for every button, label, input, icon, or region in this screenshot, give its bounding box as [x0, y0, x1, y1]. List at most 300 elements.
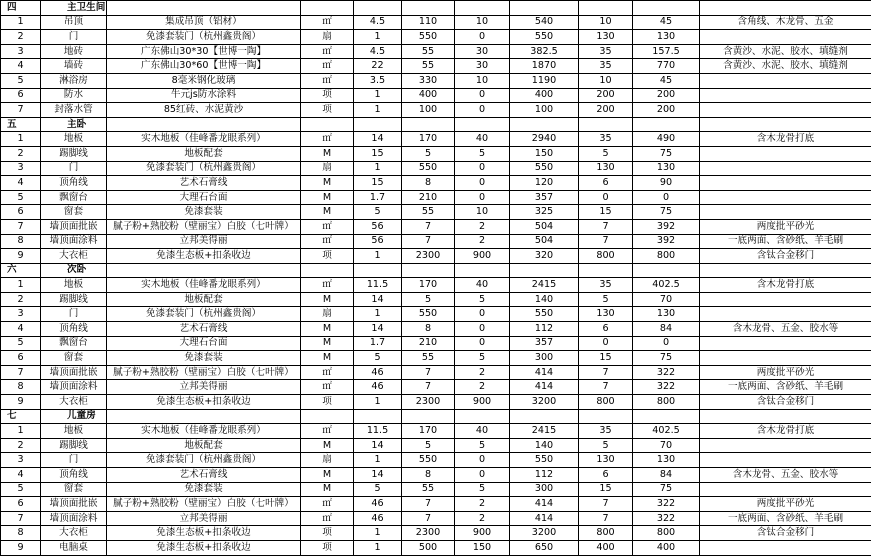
- table-cell: 免漆生态板+扣条收边: [107, 540, 301, 555]
- table-row: [1, 365, 871, 380]
- table-cell: ㎡: [301, 278, 354, 293]
- table-cell: 两度批平砂光: [700, 365, 871, 380]
- table-cell: [700, 73, 871, 88]
- table-cell: 11.5: [354, 278, 402, 293]
- table-cell: 墙顶面涂料: [41, 380, 107, 395]
- table-cell: 7: [402, 511, 455, 526]
- table-cell: 5: [354, 205, 402, 220]
- empty-cell: [700, 409, 871, 424]
- table-cell: 5: [455, 292, 510, 307]
- empty-cell: [402, 409, 455, 424]
- table-cell: 322: [633, 511, 700, 526]
- table-cell: M: [301, 205, 354, 220]
- empty-cell: [107, 409, 301, 424]
- table-cell: 门: [41, 30, 107, 45]
- table-cell: 392: [633, 234, 700, 249]
- empty-cell: [700, 263, 871, 278]
- table-cell: 650: [510, 540, 579, 555]
- table-cell: 墙顶面涂料: [41, 511, 107, 526]
- table-cell: 10: [579, 15, 633, 30]
- table-cell: 免漆套装门（杭州鑫贵阁）: [107, 453, 301, 468]
- table-cell: 地板: [41, 424, 107, 439]
- table-cell: 墙顶面批嵌: [41, 219, 107, 234]
- table-cell: 800: [579, 395, 633, 410]
- table-cell: 窗套: [41, 205, 107, 220]
- table-cell: 130: [579, 307, 633, 322]
- table-cell: 5: [579, 292, 633, 307]
- table-cell: 7: [402, 380, 455, 395]
- table-cell: 艺术石膏线: [107, 176, 301, 191]
- table-cell: 项: [301, 249, 354, 264]
- table-cell: 150: [455, 540, 510, 555]
- table-cell: 8: [1, 234, 41, 249]
- table-cell: 5: [455, 146, 510, 161]
- table-cell: ㎡: [301, 424, 354, 439]
- table-cell: 400: [402, 88, 455, 103]
- table-cell: 免漆套装门（杭州鑫贵阁）: [107, 307, 301, 322]
- section-title: 主卫生间: [41, 1, 107, 16]
- table-cell: 项: [301, 103, 354, 118]
- table-cell: 300: [510, 351, 579, 366]
- table-cell: 414: [510, 497, 579, 512]
- table-cell: 8: [402, 322, 455, 337]
- table-cell: 2: [455, 497, 510, 512]
- table-cell: 5: [402, 438, 455, 453]
- table-cell: 9: [1, 249, 41, 264]
- empty-cell: [455, 117, 510, 132]
- table-cell: 2415: [510, 278, 579, 293]
- table-cell: 广东佛山30*60【世博一陶】: [107, 59, 301, 74]
- table-row: [1, 73, 871, 88]
- table-cell: 2: [1, 438, 41, 453]
- table-cell: 130: [579, 161, 633, 176]
- table-cell: 1: [1, 278, 41, 293]
- table-cell: 550: [402, 307, 455, 322]
- table-cell: 550: [510, 30, 579, 45]
- table-cell: 200: [633, 103, 700, 118]
- table-cell: 170: [402, 278, 455, 293]
- table-cell: 0: [455, 336, 510, 351]
- table-cell: 0: [633, 190, 700, 205]
- table-row: [1, 468, 871, 483]
- table-cell: 1: [354, 161, 402, 176]
- table-cell: 490: [633, 132, 700, 147]
- empty-cell: [455, 409, 510, 424]
- table-cell: 0: [633, 336, 700, 351]
- table-row: [1, 176, 871, 191]
- table-cell: 75: [633, 146, 700, 161]
- table-cell: ㎡: [301, 59, 354, 74]
- table-cell: 1.7: [354, 190, 402, 205]
- table-cell: 75: [633, 482, 700, 497]
- table-cell: 顶角线: [41, 176, 107, 191]
- table-cell: 0: [455, 322, 510, 337]
- table-cell: 110: [402, 15, 455, 30]
- table-cell: 5: [1, 482, 41, 497]
- table-cell: 0: [579, 336, 633, 351]
- empty-cell: [579, 117, 633, 132]
- empty-cell: [301, 263, 354, 278]
- table-cell: 157.5: [633, 44, 700, 59]
- table-row: [1, 205, 871, 220]
- table-cell: 含钛合金移门: [700, 249, 871, 264]
- table-cell: 0: [455, 88, 510, 103]
- table-cell: 900: [455, 395, 510, 410]
- table-cell: 1: [354, 30, 402, 45]
- table-cell: 70: [633, 292, 700, 307]
- table-cell: 1: [1, 15, 41, 30]
- table-cell: 1: [354, 249, 402, 264]
- table-cell: 35: [579, 59, 633, 74]
- table-cell: 0: [455, 190, 510, 205]
- table-cell: 窗套: [41, 482, 107, 497]
- table-cell: 5: [455, 351, 510, 366]
- table-cell: 1: [354, 307, 402, 322]
- table-cell: 扇: [301, 30, 354, 45]
- table-cell: [700, 161, 871, 176]
- table-cell: [700, 438, 871, 453]
- table-cell: 22: [354, 59, 402, 74]
- table-cell: 140: [510, 438, 579, 453]
- table-cell: 40: [455, 132, 510, 147]
- table-cell: M: [301, 438, 354, 453]
- table-cell: [700, 307, 871, 322]
- table-cell: 3: [1, 44, 41, 59]
- table-cell: 一底两面、含砂纸、羊毛刷: [700, 380, 871, 395]
- table-cell: 墙砖: [41, 59, 107, 74]
- table-cell: 艺术石膏线: [107, 322, 301, 337]
- table-cell: ㎡: [301, 15, 354, 30]
- table-cell: 0: [455, 161, 510, 176]
- table-cell: 8: [402, 176, 455, 191]
- table-cell: 35: [579, 44, 633, 59]
- table-cell: 6: [1, 88, 41, 103]
- table-cell: 400: [510, 88, 579, 103]
- table-cell: 大衣柜: [41, 526, 107, 541]
- table-cell: 顶角线: [41, 468, 107, 483]
- table-cell: 504: [510, 234, 579, 249]
- table-cell: 100: [402, 103, 455, 118]
- table-cell: 6: [579, 176, 633, 191]
- table-cell: 200: [579, 103, 633, 118]
- table-cell: 112: [510, 468, 579, 483]
- table-cell: 大理石台面: [107, 190, 301, 205]
- table-cell: 85红砖、水泥黄沙: [107, 103, 301, 118]
- table-cell: 40: [455, 278, 510, 293]
- table-cell: 扇: [301, 161, 354, 176]
- table-cell: 踢脚线: [41, 438, 107, 453]
- table-cell: 15: [579, 482, 633, 497]
- empty-cell: [107, 1, 301, 16]
- table-cell: 扇: [301, 453, 354, 468]
- table-cell: 210: [402, 190, 455, 205]
- table-cell: 130: [579, 30, 633, 45]
- table-cell: 30: [455, 44, 510, 59]
- table-cell: 35: [579, 132, 633, 147]
- empty-cell: [510, 409, 579, 424]
- table-row: [1, 249, 871, 264]
- table-cell: 35: [579, 424, 633, 439]
- table-cell: [700, 540, 871, 555]
- table-cell: M: [301, 292, 354, 307]
- table-cell: 立邦美得丽: [107, 380, 301, 395]
- table-cell: 1: [354, 88, 402, 103]
- table-cell: 800: [633, 395, 700, 410]
- table-cell: M: [301, 468, 354, 483]
- table-cell: 75: [633, 205, 700, 220]
- table-cell: 200: [633, 88, 700, 103]
- table-row: [1, 322, 871, 337]
- table-cell: 两度批平砂光: [700, 497, 871, 512]
- section-header: [1, 263, 871, 278]
- table-cell: 2: [455, 219, 510, 234]
- table-cell: 900: [455, 249, 510, 264]
- table-cell: 140: [510, 292, 579, 307]
- table-cell: 90: [633, 176, 700, 191]
- table-cell: 800: [633, 526, 700, 541]
- table-cell: 4: [1, 176, 41, 191]
- table-cell: 1: [354, 103, 402, 118]
- table-row: [1, 424, 871, 439]
- table-cell: 540: [510, 15, 579, 30]
- table-cell: 330: [402, 73, 455, 88]
- table-cell: 2: [1, 30, 41, 45]
- table-cell: 地板配套: [107, 438, 301, 453]
- table-cell: 项: [301, 540, 354, 555]
- table-cell: [700, 146, 871, 161]
- table-row: [1, 44, 871, 59]
- table-cell: 15: [579, 205, 633, 220]
- table-row: [1, 540, 871, 555]
- table-cell: 5: [402, 292, 455, 307]
- table-cell: 56: [354, 234, 402, 249]
- section-header: [1, 409, 871, 424]
- table-row: [1, 395, 871, 410]
- table-cell: 5: [1, 190, 41, 205]
- section-number: 七: [1, 409, 41, 424]
- table-cell: 5: [1, 336, 41, 351]
- table-cell: 4.5: [354, 15, 402, 30]
- table-cell: 170: [402, 424, 455, 439]
- empty-cell: [354, 1, 402, 16]
- table-cell: ㎡: [301, 219, 354, 234]
- table-cell: 357: [510, 336, 579, 351]
- table-cell: 7: [579, 234, 633, 249]
- table-cell: 1: [354, 395, 402, 410]
- table-cell: 墙顶面涂料: [41, 234, 107, 249]
- table-cell: 0: [455, 30, 510, 45]
- table-cell: 46: [354, 380, 402, 395]
- table-row: [1, 146, 871, 161]
- empty-cell: [354, 117, 402, 132]
- table-cell: 150: [510, 146, 579, 161]
- table-cell: [700, 351, 871, 366]
- table-cell: 8: [1, 380, 41, 395]
- table-cell: 免漆套装: [107, 482, 301, 497]
- table-cell: 免漆生态板+扣条收边: [107, 526, 301, 541]
- table-cell: 15: [579, 351, 633, 366]
- table-cell: 3: [1, 453, 41, 468]
- table-cell: 9: [1, 395, 41, 410]
- table-cell: 0: [455, 453, 510, 468]
- table-cell: 5: [455, 482, 510, 497]
- table-cell: 免漆生态板+扣条收边: [107, 395, 301, 410]
- table-cell: M: [301, 351, 354, 366]
- table-cell: 130: [633, 30, 700, 45]
- table-cell: 550: [402, 30, 455, 45]
- table-cell: 集成吊顶（铝材）: [107, 15, 301, 30]
- empty-cell: [301, 409, 354, 424]
- table-cell: 地板配套: [107, 146, 301, 161]
- table-cell: [700, 103, 871, 118]
- table-cell: 含木龙骨、五金、胶水等: [700, 322, 871, 337]
- empty-cell: [633, 117, 700, 132]
- table-cell: 含钛合金移门: [700, 526, 871, 541]
- table-cell: 45: [633, 73, 700, 88]
- table-cell: 414: [510, 365, 579, 380]
- empty-cell: [510, 263, 579, 278]
- table-cell: 吊顶: [41, 15, 107, 30]
- table-cell: 墙顶面批嵌: [41, 365, 107, 380]
- table-cell: 322: [633, 497, 700, 512]
- table-cell: 7: [579, 511, 633, 526]
- empty-cell: [455, 263, 510, 278]
- table-row: [1, 278, 871, 293]
- table-cell: 墙顶面批嵌: [41, 497, 107, 512]
- table-cell: ㎡: [301, 234, 354, 249]
- table-cell: 项: [301, 526, 354, 541]
- table-cell: 35: [579, 278, 633, 293]
- empty-cell: [633, 263, 700, 278]
- empty-cell: [633, 409, 700, 424]
- table-cell: 10: [455, 15, 510, 30]
- table-cell: 1: [1, 132, 41, 147]
- table-cell: 9: [1, 540, 41, 555]
- table-cell: 腻子粉+熟胶粉（壁丽宝）白胶（七叶牌）: [107, 219, 301, 234]
- table-cell: 实木地板（佳峰番龙眼系列）: [107, 424, 301, 439]
- table-row: [1, 438, 871, 453]
- table-cell: 0: [455, 103, 510, 118]
- section-number: 五: [1, 117, 41, 132]
- empty-cell: [579, 409, 633, 424]
- table-row: [1, 511, 871, 526]
- table-cell: 8: [402, 468, 455, 483]
- table-row: [1, 30, 871, 45]
- table-cell: 4: [1, 468, 41, 483]
- table-cell: 30: [455, 59, 510, 74]
- table-cell: 6: [1, 351, 41, 366]
- table-cell: 400: [633, 540, 700, 555]
- table-cell: 艺术石膏线: [107, 468, 301, 483]
- table-cell: 7: [1, 219, 41, 234]
- table-cell: 112: [510, 322, 579, 337]
- table-cell: 5: [455, 438, 510, 453]
- table-cell: 770: [633, 59, 700, 74]
- table-cell: 414: [510, 511, 579, 526]
- table-cell: 4: [1, 59, 41, 74]
- table-cell: 防水: [41, 88, 107, 103]
- table-cell: 踢脚线: [41, 292, 107, 307]
- table-cell: 322: [633, 365, 700, 380]
- empty-cell: [354, 409, 402, 424]
- table-cell: 一底两面、含砂纸、羊毛刷: [700, 234, 871, 249]
- table-cell: 8毫米钢化玻璃: [107, 73, 301, 88]
- empty-cell: [402, 117, 455, 132]
- table-cell: 2: [455, 365, 510, 380]
- table-cell: 含黄沙、水泥、胶水、填缝剂: [700, 44, 871, 59]
- table-cell: 1: [354, 540, 402, 555]
- table-cell: ㎡: [301, 365, 354, 380]
- table-row: [1, 292, 871, 307]
- table-cell: 7: [579, 365, 633, 380]
- table-cell: 800: [579, 249, 633, 264]
- empty-cell: [301, 117, 354, 132]
- table-cell: 立邦美得丽: [107, 511, 301, 526]
- empty-cell: [107, 263, 301, 278]
- table-cell: 2: [1, 146, 41, 161]
- table-cell: 200: [579, 88, 633, 103]
- table-cell: ㎡: [301, 132, 354, 147]
- empty-cell: [402, 1, 455, 16]
- table-cell: 门: [41, 307, 107, 322]
- table-cell: M: [301, 176, 354, 191]
- table-cell: 门: [41, 453, 107, 468]
- table-cell: M: [301, 190, 354, 205]
- table-cell: [700, 336, 871, 351]
- table-cell: 6: [1, 205, 41, 220]
- table-cell: 130: [633, 161, 700, 176]
- table-cell: 免漆套装门（杭州鑫贵阁）: [107, 161, 301, 176]
- table-cell: [700, 482, 871, 497]
- table-cell: 56: [354, 219, 402, 234]
- table-cell: 504: [510, 219, 579, 234]
- table-cell: 窗套: [41, 351, 107, 366]
- table-cell: 5: [354, 482, 402, 497]
- table-row: [1, 234, 871, 249]
- table-cell: 210: [402, 336, 455, 351]
- table-cell: 实木地板（佳峰番龙眼系列）: [107, 132, 301, 147]
- table-cell: 7: [579, 497, 633, 512]
- table-cell: 0: [455, 307, 510, 322]
- table-cell: 7: [1, 103, 41, 118]
- table-cell: 550: [402, 453, 455, 468]
- table-cell: 免漆套装门（杭州鑫贵阁）: [107, 30, 301, 45]
- empty-cell: [301, 1, 354, 16]
- table-cell: 10: [455, 205, 510, 220]
- table-cell: 5: [354, 351, 402, 366]
- table-cell: 免漆生态板+扣条收边: [107, 249, 301, 264]
- table-row: [1, 497, 871, 512]
- table-cell: 5: [579, 438, 633, 453]
- table-cell: 牛元js防水涂料: [107, 88, 301, 103]
- table-cell: 腻子粉+熟胶粉（壁丽宝）白胶（七叶牌）: [107, 365, 301, 380]
- table-cell: [700, 453, 871, 468]
- table-cell: 1: [1, 424, 41, 439]
- table-cell: 3: [1, 307, 41, 322]
- table-cell: 7: [1, 511, 41, 526]
- table-cell: 357: [510, 190, 579, 205]
- table-cell: 84: [633, 468, 700, 483]
- table-row: [1, 307, 871, 322]
- table-cell: 130: [579, 453, 633, 468]
- table-cell: 2300: [402, 249, 455, 264]
- table-cell: 踢脚线: [41, 146, 107, 161]
- section-title: 主卧: [41, 117, 107, 132]
- table-cell: M: [301, 146, 354, 161]
- empty-cell: [700, 117, 871, 132]
- table-cell: 1870: [510, 59, 579, 74]
- table-cell: 400: [579, 540, 633, 555]
